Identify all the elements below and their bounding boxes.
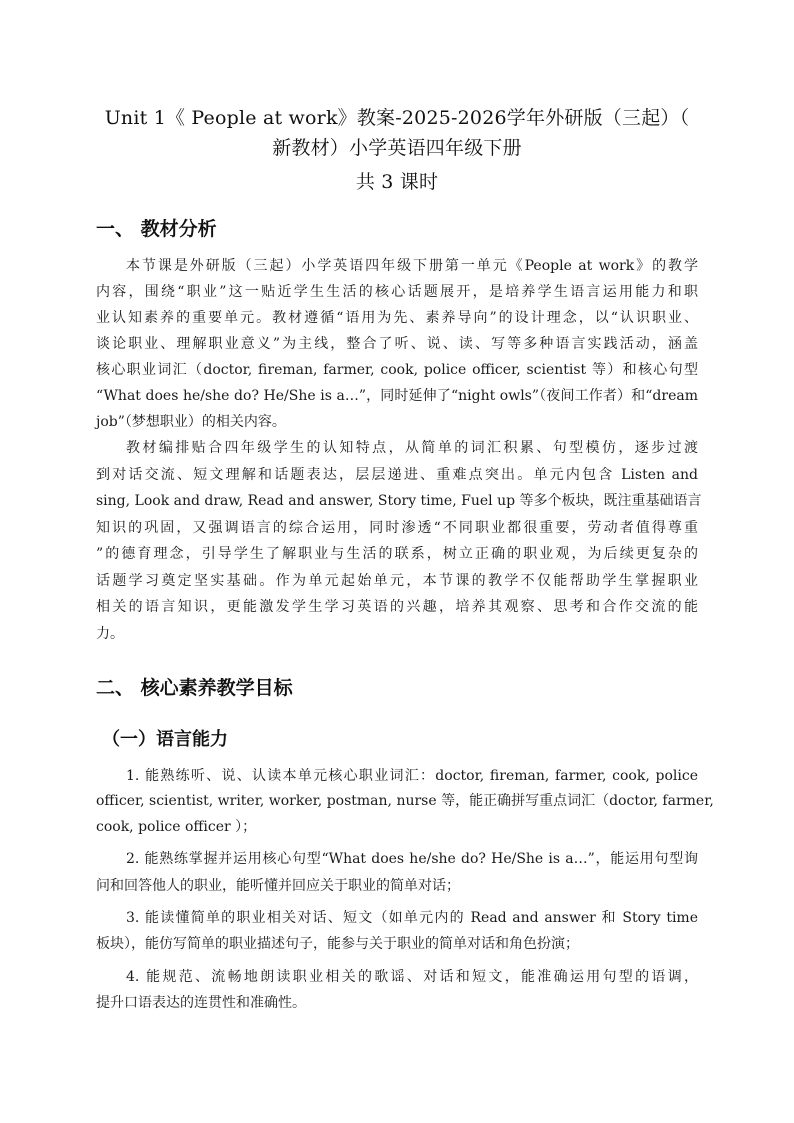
list-item-line: 板块），能仿写简单的职业描述句子，能参与关于职业的简单对话和角色扮演；	[96, 936, 579, 952]
paragraph-line: 谈论职业、理解职业意义”为主线，整合了听、说、读、写等多种语言实践活动，涵盖	[96, 336, 698, 352]
paragraph-line: ”的德育理念，引导学生了解职业与生活的联系，树立正确的职业观，为后续更复杂的	[96, 546, 698, 562]
paragraph-line: 核心职业词汇（doctor, fireman, farmer, cook, police officer, scientist 等）和核心句型	[96, 362, 698, 378]
list-item-line: officer, scientist, writer, worker, postman, nurse 等，能正确拼写重点词汇（doctor, farmer,	[96, 793, 714, 809]
paragraph-line: 知识的巩固，又强调语言的综合运用，同时渗透“不同职业都很重要，劳动者值得尊重	[96, 520, 698, 536]
paragraph-line: 到对话交流、短文理解和话题表达，层层递进、重难点突出。单元内包含 Listen and	[96, 467, 698, 483]
document-title-line-1: Unit 1《 People at work》教案-2025-2026学年外研版（三起）（	[104, 107, 690, 129]
paragraph-line: 相关的语言知识，更能激发学生学习英语的兴趣，培养其观察、思考和合作交流的能	[96, 599, 698, 615]
paragraph-line: 内容，围绕“职业”这一贴近学生生活的核心话题展开，是培养学生语言运用能力和职	[96, 284, 698, 300]
paragraph-line: sing, Look and draw, Read and answer, Story time, Fuel up 等多个板块，既注重基础语言	[96, 493, 702, 509]
paragraph-line: job”（梦想职业）的相关内容。	[96, 414, 286, 430]
paragraph-line: 教材编排贴合四年级学生的认知特点，从简单的词汇积累、句型模仿，逐步过渡	[126, 440, 698, 456]
paragraph-line: “What does he/she do? He/She is a…”，同时延伸了“night owls”（夜间工作者）和“dream	[96, 388, 698, 404]
section-heading-textbook-analysis: 一、 教材分析	[96, 218, 217, 240]
list-item-line: 1. 能熟练听、说、认读本单元核心职业词汇：doctor, fireman, farmer, cook, police	[126, 768, 698, 784]
document-title-line-2: 新教材）小学英语四年级下册	[272, 137, 522, 159]
paragraph-line: 力。	[96, 626, 124, 642]
list-item-line: 4. 能规范、流畅地朗读职业相关的歌谣、对话和短文，能准确运用句型的语调，	[126, 969, 698, 985]
paragraph-line: 业认知素养的重要单元。教材遵循“语用为先、素养导向”的设计理念，以“认识职业、	[96, 310, 698, 326]
list-item-line: 3. 能读懂简单的职业相关对话、短文（如单元内的 Read and answer 和 Story time	[126, 910, 698, 926]
list-item-line: cook, police officer ）；	[96, 819, 257, 835]
paragraph-line: 话题学习奠定坚实基础。作为单元起始单元，本节课的教学不仅能帮助学生掌握职业	[96, 573, 698, 589]
list-item-line: 问和回答他人的职业，能听懂并回应关于职业的简单对话；	[96, 878, 460, 894]
list-item-line: 提升口语表达的连贯性和准确性。	[96, 995, 306, 1011]
section-heading-core-literacy-goals: 二、 核心素养教学目标	[96, 677, 293, 699]
document-subtitle: 共 3 课时	[355, 171, 439, 193]
subsection-heading-language-ability: （一）语言能力	[102, 729, 228, 750]
paragraph-line: 本节课是外研版（三起）小学英语四年级下册第一单元《People at work》的教学	[126, 258, 698, 274]
list-item-line: 2. 能熟练掌握并运用核心句型“What does he/she do? He/She is a…”，能运用句型询	[126, 851, 698, 867]
